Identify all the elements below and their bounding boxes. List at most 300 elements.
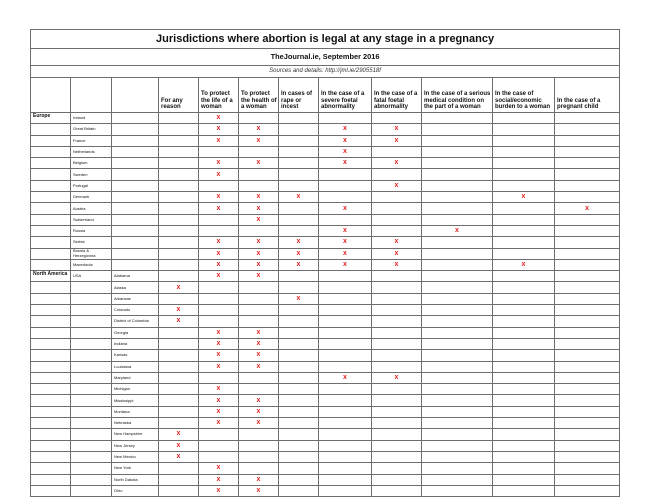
empty-cell [279, 361, 319, 372]
legal-mark: x [239, 395, 279, 406]
empty-cell [279, 124, 319, 135]
empty-cell [319, 440, 372, 451]
legal-mark: x [239, 124, 279, 135]
legal-mark: x [239, 485, 279, 496]
country-cell: Russia [71, 225, 112, 236]
legal-mark: x [239, 338, 279, 349]
legal-mark: x [199, 158, 239, 169]
state-cell: Colorado [112, 305, 159, 316]
empty-cell [279, 395, 319, 406]
empty-cell [279, 203, 319, 214]
empty-cell [319, 282, 372, 293]
column-header: In the case of a severe foetal abnormality [319, 78, 372, 113]
empty-cell [422, 124, 493, 135]
empty-cell [239, 293, 279, 304]
empty-cell [319, 214, 372, 225]
empty-cell [239, 429, 279, 440]
country-cell [71, 327, 112, 338]
country-cell: Serbia [71, 237, 112, 248]
continent-cell [31, 316, 71, 327]
empty-cell [279, 350, 319, 361]
empty-cell [159, 293, 199, 304]
empty-cell [555, 305, 620, 316]
legal-mark: x [319, 248, 372, 259]
empty-cell [239, 451, 279, 462]
legal-mark: x [199, 406, 239, 417]
empty-cell [422, 214, 493, 225]
table-row [31, 293, 620, 304]
empty-cell [239, 305, 279, 316]
empty-cell [279, 135, 319, 146]
legal-mark: x [319, 203, 372, 214]
continent-cell [31, 180, 71, 191]
empty-cell [159, 203, 199, 214]
column-header-row [31, 78, 620, 113]
empty-cell [319, 327, 372, 338]
empty-cell [493, 282, 555, 293]
empty-cell [319, 395, 372, 406]
empty-cell [159, 146, 199, 157]
empty-cell [372, 418, 422, 429]
empty-cell [239, 282, 279, 293]
empty-cell [319, 350, 372, 361]
empty-cell [159, 350, 199, 361]
empty-cell [555, 271, 620, 282]
empty-cell [422, 384, 493, 395]
country-cell: Portugal [71, 180, 112, 191]
state-cell [112, 180, 159, 191]
empty-cell [239, 169, 279, 180]
empty-cell [422, 259, 493, 270]
legal-mark: x [199, 463, 239, 474]
empty-cell [279, 463, 319, 474]
continent-cell: Europe [31, 113, 71, 124]
continent-cell [31, 418, 71, 429]
country-cell [71, 418, 112, 429]
state-cell: Maryland [112, 372, 159, 383]
blank-header-cell [71, 78, 112, 113]
empty-cell [279, 271, 319, 282]
empty-cell [319, 361, 372, 372]
empty-cell [239, 372, 279, 383]
legal-mark: x [372, 135, 422, 146]
country-cell: Netherlands [71, 146, 112, 157]
country-cell [71, 338, 112, 349]
legal-mark: x [493, 192, 555, 203]
empty-cell [279, 180, 319, 191]
column-header: To protect the life of a woman [199, 78, 239, 113]
continent-cell [31, 237, 71, 248]
table-row [31, 327, 620, 338]
table-row [31, 463, 620, 474]
country-cell: Great Britain [71, 124, 112, 135]
table-row [31, 203, 620, 214]
empty-cell [199, 372, 239, 383]
table-row [31, 474, 620, 485]
empty-cell [493, 485, 555, 496]
empty-cell [555, 146, 620, 157]
empty-cell [555, 463, 620, 474]
column-header: In the case of social/economic burden to a woman [493, 78, 555, 113]
table-row [31, 135, 620, 146]
empty-cell [422, 135, 493, 146]
empty-cell [372, 203, 422, 214]
empty-cell [199, 293, 239, 304]
legal-mark: x [159, 451, 199, 462]
state-cell: Alabama [112, 271, 159, 282]
empty-cell [372, 192, 422, 203]
empty-cell [372, 395, 422, 406]
empty-cell [493, 293, 555, 304]
empty-cell [279, 338, 319, 349]
empty-cell [493, 248, 555, 259]
empty-cell [372, 463, 422, 474]
empty-cell [555, 192, 620, 203]
legal-mark: x [319, 158, 372, 169]
continent-cell [31, 293, 71, 304]
legal-mark: x [199, 271, 239, 282]
empty-cell [279, 372, 319, 383]
empty-cell [372, 361, 422, 372]
table-row [31, 237, 620, 248]
empty-cell [493, 361, 555, 372]
empty-cell [239, 113, 279, 124]
country-cell [71, 305, 112, 316]
empty-cell [555, 158, 620, 169]
legal-mark: x [319, 135, 372, 146]
legal-mark: x [239, 418, 279, 429]
empty-cell [422, 282, 493, 293]
table-source: Sources and details: http://jml.ie/2905518f [31, 66, 620, 78]
continent-cell [31, 485, 71, 496]
empty-cell [493, 395, 555, 406]
empty-cell [422, 474, 493, 485]
country-cell [71, 429, 112, 440]
empty-cell [159, 124, 199, 135]
empty-cell [159, 113, 199, 124]
table-row [31, 146, 620, 157]
empty-cell [279, 406, 319, 417]
legal-mark: x [239, 350, 279, 361]
legal-mark: x [159, 440, 199, 451]
empty-cell [159, 474, 199, 485]
empty-cell [555, 474, 620, 485]
legal-mark: x [199, 327, 239, 338]
country-cell [71, 485, 112, 496]
empty-cell [493, 406, 555, 417]
legal-mark: x [239, 361, 279, 372]
continent-cell [31, 451, 71, 462]
empty-cell [493, 113, 555, 124]
empty-cell [199, 180, 239, 191]
empty-cell [279, 327, 319, 338]
legal-mark: x [239, 192, 279, 203]
continent-cell [31, 372, 71, 383]
empty-cell [493, 305, 555, 316]
empty-cell [422, 192, 493, 203]
empty-cell [555, 248, 620, 259]
legal-mark: x [239, 237, 279, 248]
empty-cell [555, 384, 620, 395]
empty-cell [159, 485, 199, 496]
continent-cell [31, 124, 71, 135]
country-cell [71, 384, 112, 395]
legal-mark: x [239, 474, 279, 485]
state-cell: New Mexico [112, 451, 159, 462]
legal-mark: x [199, 474, 239, 485]
country-cell [71, 282, 112, 293]
empty-cell [279, 485, 319, 496]
jurisdictions-table [30, 29, 620, 497]
empty-cell [372, 429, 422, 440]
empty-cell [159, 237, 199, 248]
empty-cell [372, 451, 422, 462]
state-cell [112, 214, 159, 225]
empty-cell [279, 316, 319, 327]
empty-cell [555, 361, 620, 372]
legal-mark: x [199, 350, 239, 361]
country-cell [71, 350, 112, 361]
empty-cell [159, 463, 199, 474]
empty-cell [372, 169, 422, 180]
empty-cell [555, 180, 620, 191]
empty-cell [422, 203, 493, 214]
state-cell [112, 192, 159, 203]
table-row [31, 418, 620, 429]
table-row [31, 271, 620, 282]
legal-mark: x [239, 271, 279, 282]
empty-cell [319, 305, 372, 316]
state-cell: Georgia [112, 327, 159, 338]
empty-cell [372, 338, 422, 349]
legal-mark: x [199, 203, 239, 214]
empty-cell [493, 451, 555, 462]
continent-cell [31, 135, 71, 146]
legal-mark: x [239, 259, 279, 270]
empty-cell [279, 451, 319, 462]
empty-cell [422, 293, 493, 304]
table-row [31, 259, 620, 270]
table-row [31, 440, 620, 451]
empty-cell [159, 338, 199, 349]
state-cell [112, 124, 159, 135]
continent-cell [31, 384, 71, 395]
empty-cell [319, 384, 372, 395]
country-cell [71, 463, 112, 474]
continent-cell [31, 338, 71, 349]
continent-cell [31, 406, 71, 417]
state-cell [112, 169, 159, 180]
country-cell: Belgium [71, 158, 112, 169]
empty-cell [319, 474, 372, 485]
legal-mark: x [199, 192, 239, 203]
empty-cell [493, 327, 555, 338]
empty-cell [319, 338, 372, 349]
table-row [31, 338, 620, 349]
table-row [31, 113, 620, 124]
legal-mark: x [199, 237, 239, 248]
empty-cell [319, 485, 372, 496]
empty-cell [555, 418, 620, 429]
empty-cell [555, 293, 620, 304]
empty-cell [279, 158, 319, 169]
empty-cell [493, 180, 555, 191]
legal-mark: x [239, 203, 279, 214]
legal-mark: x [159, 429, 199, 440]
country-cell: Sweden [71, 169, 112, 180]
legal-mark: x [279, 248, 319, 259]
empty-cell [555, 440, 620, 451]
country-cell [71, 361, 112, 372]
country-cell: USA [71, 271, 112, 282]
state-cell: Montana [112, 406, 159, 417]
state-cell: District of Columbia [112, 316, 159, 327]
empty-cell [279, 225, 319, 236]
table-title: Jurisdictions where abortion is legal at any stage in a pregnancy [31, 30, 620, 49]
table-row [31, 225, 620, 236]
empty-cell [493, 135, 555, 146]
country-cell [71, 293, 112, 304]
empty-cell [372, 406, 422, 417]
state-cell: Alaska [112, 282, 159, 293]
empty-cell [319, 113, 372, 124]
empty-cell [555, 135, 620, 146]
legal-mark: x [319, 146, 372, 157]
legal-mark: x [199, 248, 239, 259]
empty-cell [279, 214, 319, 225]
table-row [31, 192, 620, 203]
country-cell: Switzerland [71, 214, 112, 225]
empty-cell [319, 418, 372, 429]
empty-cell [555, 237, 620, 248]
table-row [31, 406, 620, 417]
empty-cell [555, 485, 620, 496]
empty-cell [372, 305, 422, 316]
empty-cell [422, 327, 493, 338]
empty-cell [422, 361, 493, 372]
empty-cell [555, 327, 620, 338]
blank-header-cell [31, 78, 71, 113]
empty-cell [239, 225, 279, 236]
empty-cell [239, 316, 279, 327]
continent-cell [31, 192, 71, 203]
column-header: To protect the health of a woman [239, 78, 279, 113]
empty-cell [319, 192, 372, 203]
empty-cell [422, 146, 493, 157]
country-cell [71, 474, 112, 485]
empty-cell [555, 113, 620, 124]
empty-cell [555, 451, 620, 462]
continent-cell [31, 463, 71, 474]
legal-mark: x [199, 384, 239, 395]
country-cell [71, 440, 112, 451]
legal-mark: x [199, 361, 239, 372]
legal-mark: x [159, 305, 199, 316]
empty-cell [159, 327, 199, 338]
empty-cell [422, 372, 493, 383]
empty-cell [159, 259, 199, 270]
column-header: In the case of a fatal foetal abnormality [372, 78, 422, 113]
empty-cell [422, 451, 493, 462]
legal-mark: x [493, 259, 555, 270]
empty-cell [159, 214, 199, 225]
continent-cell [31, 474, 71, 485]
empty-cell [372, 327, 422, 338]
empty-cell [159, 372, 199, 383]
empty-cell [422, 418, 493, 429]
legal-mark: x [239, 214, 279, 225]
continent-cell [31, 327, 71, 338]
legal-mark: x [319, 124, 372, 135]
empty-cell [493, 214, 555, 225]
continent-cell [31, 361, 71, 372]
empty-cell [319, 406, 372, 417]
empty-cell [422, 180, 493, 191]
table-row [31, 282, 620, 293]
legal-mark: x [199, 113, 239, 124]
legal-mark: x [372, 180, 422, 191]
state-cell: North Dakota [112, 474, 159, 485]
legal-mark: x [279, 192, 319, 203]
empty-cell [493, 146, 555, 157]
empty-cell [319, 169, 372, 180]
legal-mark: x [199, 169, 239, 180]
state-cell: Indiana [112, 338, 159, 349]
continent-cell [31, 169, 71, 180]
state-cell: New York [112, 463, 159, 474]
empty-cell [422, 248, 493, 259]
legal-mark: x [279, 259, 319, 270]
legal-mark: x [372, 158, 422, 169]
table-row [31, 429, 620, 440]
table-row [31, 214, 620, 225]
empty-cell [422, 169, 493, 180]
empty-cell [279, 146, 319, 157]
legal-mark: x [159, 282, 199, 293]
empty-cell [555, 282, 620, 293]
empty-cell [493, 429, 555, 440]
table-row [31, 372, 620, 383]
empty-cell [555, 225, 620, 236]
legal-mark: x [372, 259, 422, 270]
empty-cell [279, 113, 319, 124]
empty-cell [493, 124, 555, 135]
legal-mark: x [319, 259, 372, 270]
table-row [31, 350, 620, 361]
table-row [31, 451, 620, 462]
legal-mark: x [319, 237, 372, 248]
empty-cell [555, 169, 620, 180]
table-row [31, 395, 620, 406]
empty-cell [199, 305, 239, 316]
empty-cell [372, 440, 422, 451]
empty-cell [199, 225, 239, 236]
empty-cell [199, 214, 239, 225]
state-cell [112, 113, 159, 124]
empty-cell [239, 384, 279, 395]
empty-cell [493, 372, 555, 383]
empty-cell [372, 113, 422, 124]
empty-cell [372, 485, 422, 496]
empty-cell [372, 316, 422, 327]
empty-cell [422, 237, 493, 248]
empty-cell [159, 158, 199, 169]
continent-cell [31, 440, 71, 451]
country-cell: Bosnia & Herzegovina [71, 248, 112, 259]
empty-cell [422, 271, 493, 282]
continent-cell [31, 429, 71, 440]
empty-cell [493, 338, 555, 349]
